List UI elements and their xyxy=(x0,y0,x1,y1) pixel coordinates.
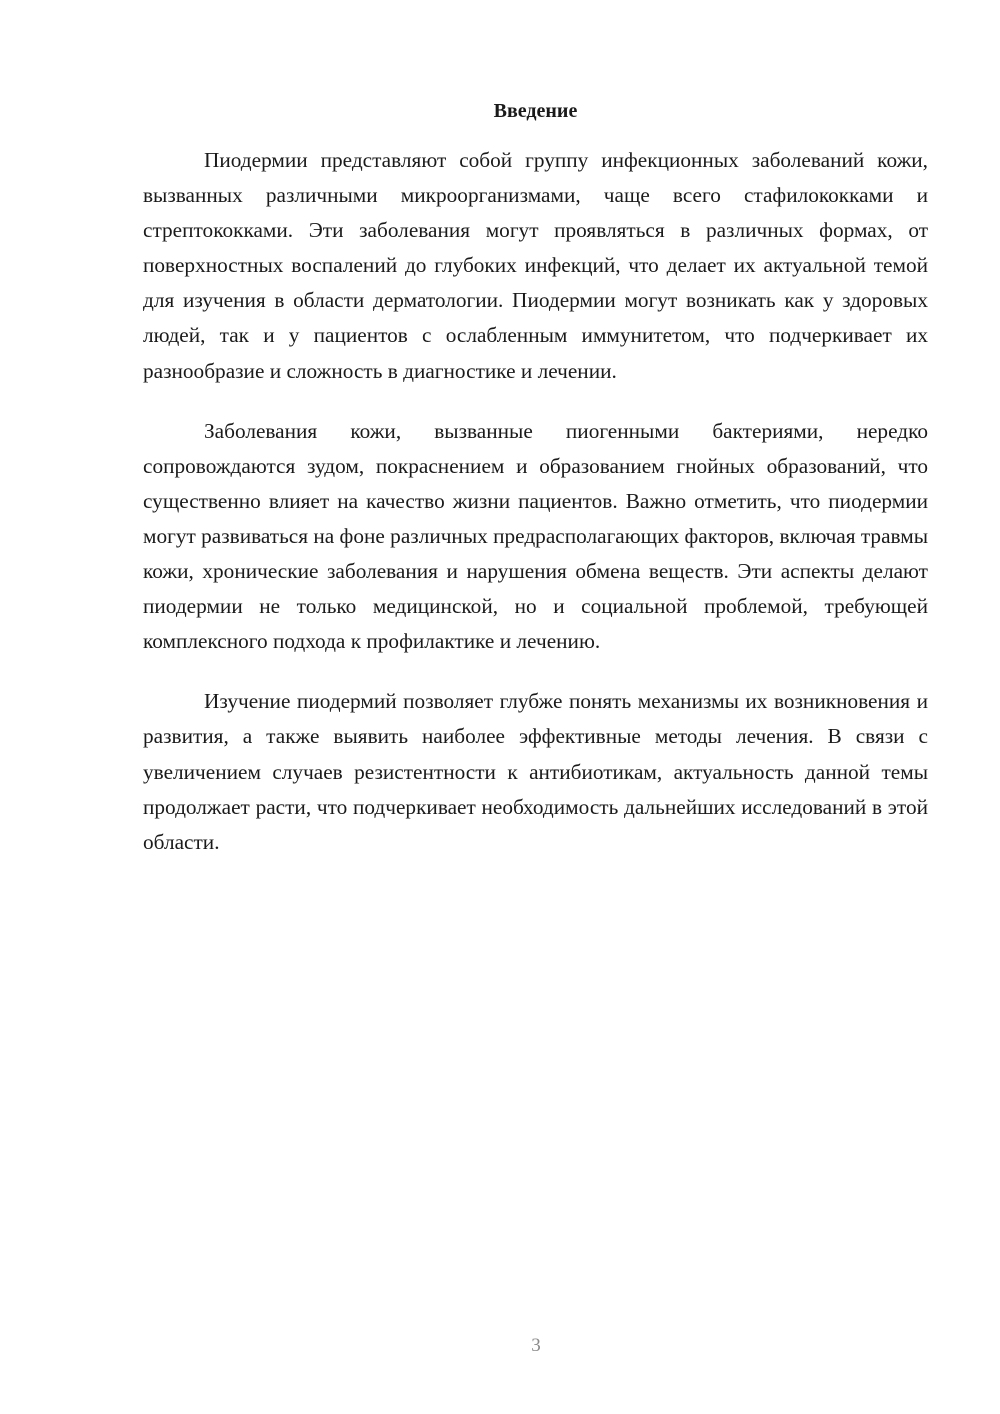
paragraph-1: Пиодермии представляют собой группу инфекционных заболеваний кожи, вызванных различными микроорганизмами, чаще всего стафилококками и стрептококками. Эти заболевания могут проявляться в различных формах, от поверхностных воспалений до глубоких инфекций, что делает их актуальной темой для изучения в области дерматологии. Пиодермии могут возникать как у здоровых людей, так и у пациентов с ослабленным иммунитетом, что подчеркивает их разнообразие и сложность в диагностике и лечении. xyxy=(143,148,928,383)
paragraph-3: Изучение пиодермий позволяет глубже понять механизмы их возникновения и развития, а также выявить наиболее эффективные методы лечения. В связи с увеличением случаев резистентности к антибиотикам, актуальность данной темы продолжает расти, что подчеркивает необходимость дальнейших исследований в этой области. xyxy=(143,689,928,854)
section-title: Введение xyxy=(493,100,578,122)
page-number: 3 xyxy=(531,1335,541,1356)
document-body xyxy=(143,143,928,885)
paragraph-2: Заболевания кожи, вызванные пиогенными бактериями, нередко сопровождаются зудом, покраснением и образованием гнойных образований, что существенно влияет на качество жизни пациентов. Важно отметить, что пиодермии могут развиваться на фоне различных предрасполагающих факторов, включая травмы кожи, хронические заболевания и нарушения обмена веществ. Эти аспекты делают пиодермии не только медицинской, но и социальной проблемой, требующей комплексного подхода к профилактике и лечению. xyxy=(143,418,928,654)
